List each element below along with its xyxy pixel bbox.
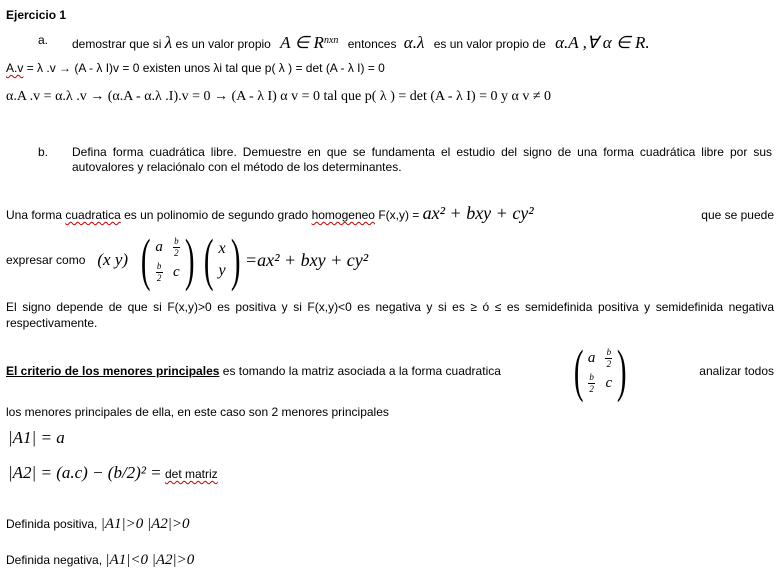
- nxn: nxn: [323, 35, 339, 46]
- item-a-marker: a.: [38, 33, 49, 47]
- criterio-heading: El criterio de los menores principales: [6, 364, 220, 378]
- a-in-r: A ∈ R: [280, 33, 324, 52]
- para4-post: analizar todos: [699, 364, 774, 378]
- alpha-lambda: α.λ: [403, 33, 425, 52]
- item-a-line2: [6, 61, 385, 75]
- det-matriz: det matriz: [165, 467, 218, 481]
- lambda-symbol: λ: [164, 33, 173, 52]
- para1-mid: es un polinomio de segundo grado: [124, 208, 309, 222]
- av-label: A.v: [6, 61, 24, 75]
- col-vector: ( x y ): [204, 227, 241, 292]
- para2-label: expresar como: [6, 253, 86, 267]
- col-y: y: [218, 262, 226, 279]
- para4: [6, 340, 774, 402]
- row-vector: (x y): [97, 250, 129, 269]
- assoc-matrix: ( a $\frac{b}{2}$ $\frac{b}{2}$ c ): [573, 338, 627, 403]
- text-valor-propio-de: es un valor propio de: [433, 37, 546, 51]
- para1-fxy: F(x,y) =: [378, 208, 420, 222]
- m-a: a: [155, 239, 163, 255]
- exercise-title: Ejercicio 1: [6, 8, 67, 22]
- def-pos-expr: |A1|>0 |A2|>0: [100, 516, 190, 532]
- m-c: c: [173, 264, 180, 280]
- para2-result: =ax² + bxy + cy²: [244, 249, 369, 270]
- para1-expr: ax² + bxy + cy²: [422, 203, 534, 223]
- para2: [6, 228, 368, 292]
- m-b-frac: $\frac{b}{2}$: [174, 236, 179, 258]
- item-b-text: Defina forma cuadrática libre. Demuestre en que se fundamenta el estudio del signo de una forma cuadrática libre por sus autovalores y relaciónalo con el método de los determinantes.: [72, 145, 772, 174]
- item-a-line1: [72, 33, 650, 53]
- line2-rest: = λ .v → (A - λ I)v = 0 existen unos λi tal que p( λ ) = det (A - λ I) = 0: [26, 61, 385, 75]
- eq-a2: |A2| = (a.c) − (b/2)² = det matriz: [8, 463, 218, 482]
- alpha-a-forall: α.A ,∀ α ∈ R.: [555, 33, 650, 52]
- eq-a1: |A1| = a: [8, 428, 65, 447]
- def-negativa: Definida negativa, |A1|<0 |A2|>0: [6, 552, 195, 568]
- col-x: x: [218, 240, 226, 257]
- def-positiva: Definida positiva, |A1|>0 |A2|>0: [6, 516, 190, 532]
- def-neg-expr: |A1|<0 |A2|>0: [105, 552, 195, 568]
- para1-pre: Una forma: [6, 208, 63, 222]
- para5: los menores principales de ella, en este caso son 2 menores principales: [6, 405, 389, 419]
- line3-expr: α.A .v = α.λ .v → (α.A - α.λ .I).v = 0 → (A - λ I) α v = 0 tal que p( λ ) = det (A - λ I) = 0 y α v ≠ 0: [6, 89, 552, 104]
- m-b-frac-2: $\frac{b}{2}$: [156, 261, 162, 283]
- text-demostrar: demostrar que si: [72, 37, 162, 51]
- item-a-line3: [6, 89, 551, 105]
- coef-matrix: ( a $\frac{b}{2}$ $\frac{b}{2}$ c ): [140, 227, 195, 292]
- item-b-marker: b.: [38, 145, 49, 159]
- para3: El signo depende de que si F(x,y)>0 es positiva y si F(x,y)<0 es negativa y si es ≥ ó ≤ es semidefinida positiva y semidefinida negativa respectivamente.: [6, 300, 774, 330]
- para1-post: que se puede: [701, 208, 774, 222]
- para4-text: es tomando la matriz asociada a la forma cuadratica: [222, 364, 501, 378]
- text-entonces: entonces: [347, 37, 397, 51]
- para1-cuadratica: cuadratica: [65, 208, 121, 222]
- para1: [6, 203, 774, 224]
- para1-homogeneo: homogeneo: [311, 208, 375, 222]
- text-valor-propio: es un valor propio: [175, 37, 271, 51]
